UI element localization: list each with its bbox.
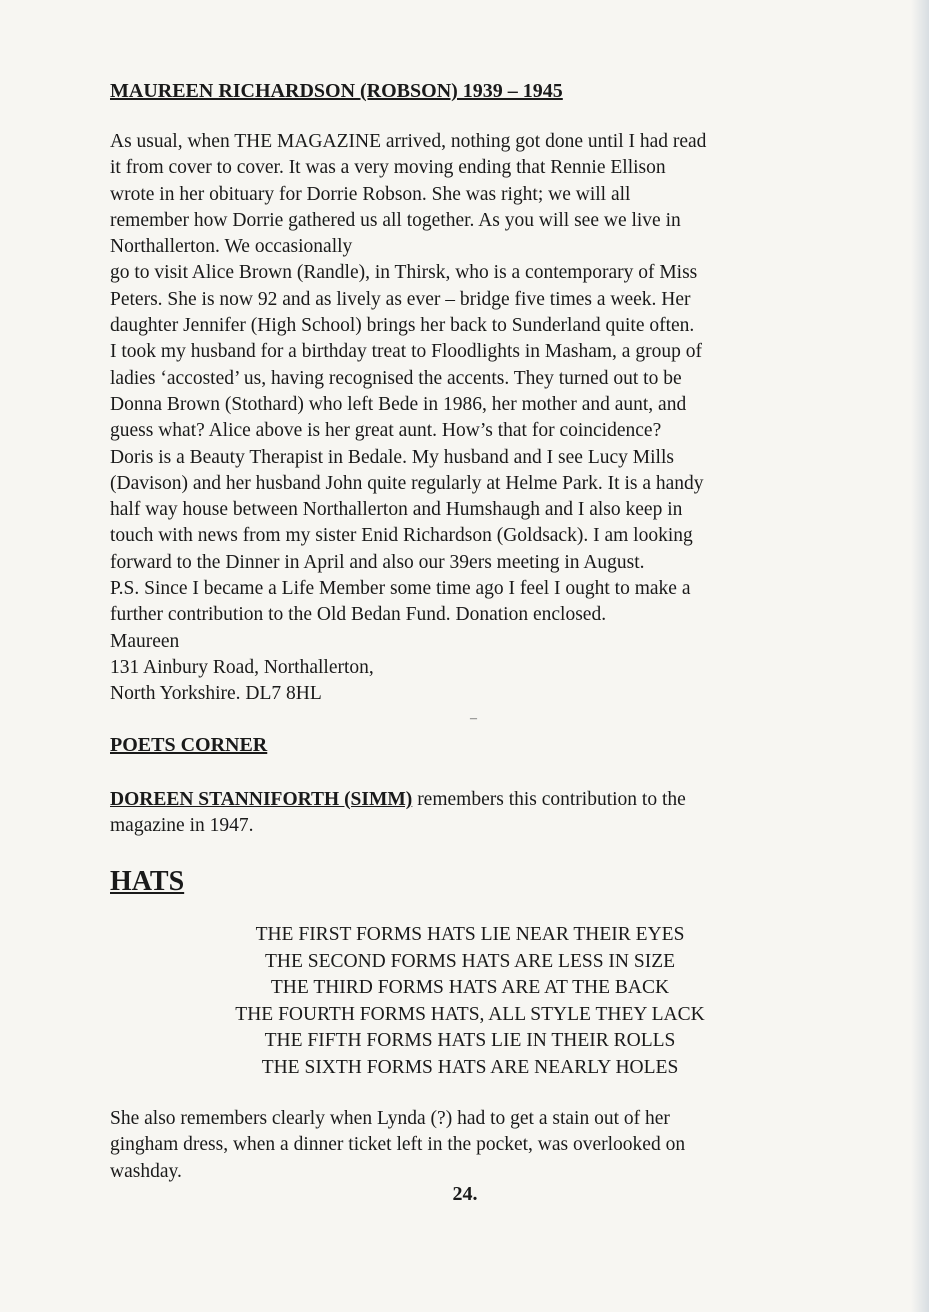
address-line: 131 Ainbury Road, Northallerton, <box>110 656 374 678</box>
letter-line: go to visit Alice Brown (Randle), in Thirsk, who is a contemporary of Miss <box>110 262 698 284</box>
letter-line: guess what? Alice above is her great aunt. How’s that for coincidence? <box>110 420 662 442</box>
page-edge-shadow <box>911 0 929 1312</box>
letter-line: forward to the Dinner in April and also our 39ers meeting in August. <box>110 551 645 573</box>
poem-line: THE THIRD FORMS HATS ARE AT THE BACK <box>270 977 670 998</box>
poets-corner-heading: POETS CORNER <box>110 734 268 756</box>
letter-line: Doris is a Beauty Therapist in Bedale. My husband and I see Lucy Mills <box>110 446 674 468</box>
doreen-intro-text: remembers this contribution to the <box>412 789 686 810</box>
poem-line: THE FIFTH FORMS HATS LIE IN THEIR ROLLS <box>264 1030 676 1051</box>
address-line: North Yorkshire. DL7 8HL <box>110 683 322 705</box>
poem-line: THE FOURTH FORMS HATS, ALL STYLE THEY LACK <box>235 1003 705 1025</box>
paragraph-line: washday. <box>110 1160 182 1182</box>
letter-line: it from cover to cover. It was a very moving ending that Rennie Ellison <box>110 157 666 179</box>
letter-line: I took my husband for a birthday treat to Floodlights in Masham, a group of <box>110 341 702 363</box>
poem-line: THE FIRST FORMS HATS LIE NEAR THEIR EYES <box>255 924 685 945</box>
letter-line: touch with news from my sister Enid Richardson (Goldsack). I am looking <box>110 525 693 547</box>
letter-line: half way house between Northallerton and Humshaugh and I also keep in <box>110 499 683 521</box>
letter-line: ladies ‘accosted’ us, having recognised the accents. They turned out to be <box>110 367 682 389</box>
doreen-intro-line <box>110 787 830 813</box>
letter-line: (Davison) and her husband John quite regularly at Helme Park. It is a handy <box>110 472 704 494</box>
paragraph-line: gingham dress, when a dinner ticket left in the pocket, was overlooked on <box>110 1134 686 1156</box>
maureen-letter <box>110 129 830 708</box>
letter-line: wrote in her obituary for Dorrie Robson. She was right; we will all <box>110 183 631 205</box>
signature-name: Maureen <box>110 630 180 652</box>
doreen-name: DOREEN STANNIFORTH (SIMM) <box>110 789 413 810</box>
doreen-intro <box>110 787 830 840</box>
hats-poem-title: HATS <box>110 866 185 897</box>
letter-line: As usual, when THE MAGAZINE arrived, nothing got done until I had read <box>110 131 707 152</box>
letter-line: daughter Jennifer (High School) brings her back to Sunderland quite often. <box>110 315 695 337</box>
poem-line: THE SECOND FORMS HATS ARE LESS IN SIZE <box>264 950 676 972</box>
letter-line: Donna Brown (Stothard) who left Bede in 1986, her mother and aunt, and <box>110 393 687 415</box>
postscript-line: P.S. Since I became a Life Member some time ago I feel I ought to make a <box>110 578 691 600</box>
postscript-line: further contribution to the Old Bedan Fund. Donation enclosed. <box>110 604 607 626</box>
page-number: 24. <box>452 1183 478 1205</box>
stray-mark: – <box>470 711 477 726</box>
remembers-paragraph <box>110 1106 830 1185</box>
hats-poem <box>150 922 790 1081</box>
maureen-heading: MAUREEN RICHARDSON (ROBSON) 1939 – 1945 <box>110 80 563 102</box>
letter-line: remember how Dorrie gathered us all together. As you will see we live in <box>110 209 681 231</box>
paragraph-line: She also remembers clearly when Lynda (?) had to get a stain out of her <box>110 1108 670 1129</box>
doreen-intro-line: magazine in 1947. <box>110 815 254 837</box>
letter-line: Northallerton. We occasionally <box>110 236 353 258</box>
poem-line: THE SIXTH FORMS HATS ARE NEARLY HOLES <box>261 1056 679 1078</box>
letter-line: Peters. She is now 92 and as lively as ever – bridge five times a week. Her <box>110 288 691 310</box>
